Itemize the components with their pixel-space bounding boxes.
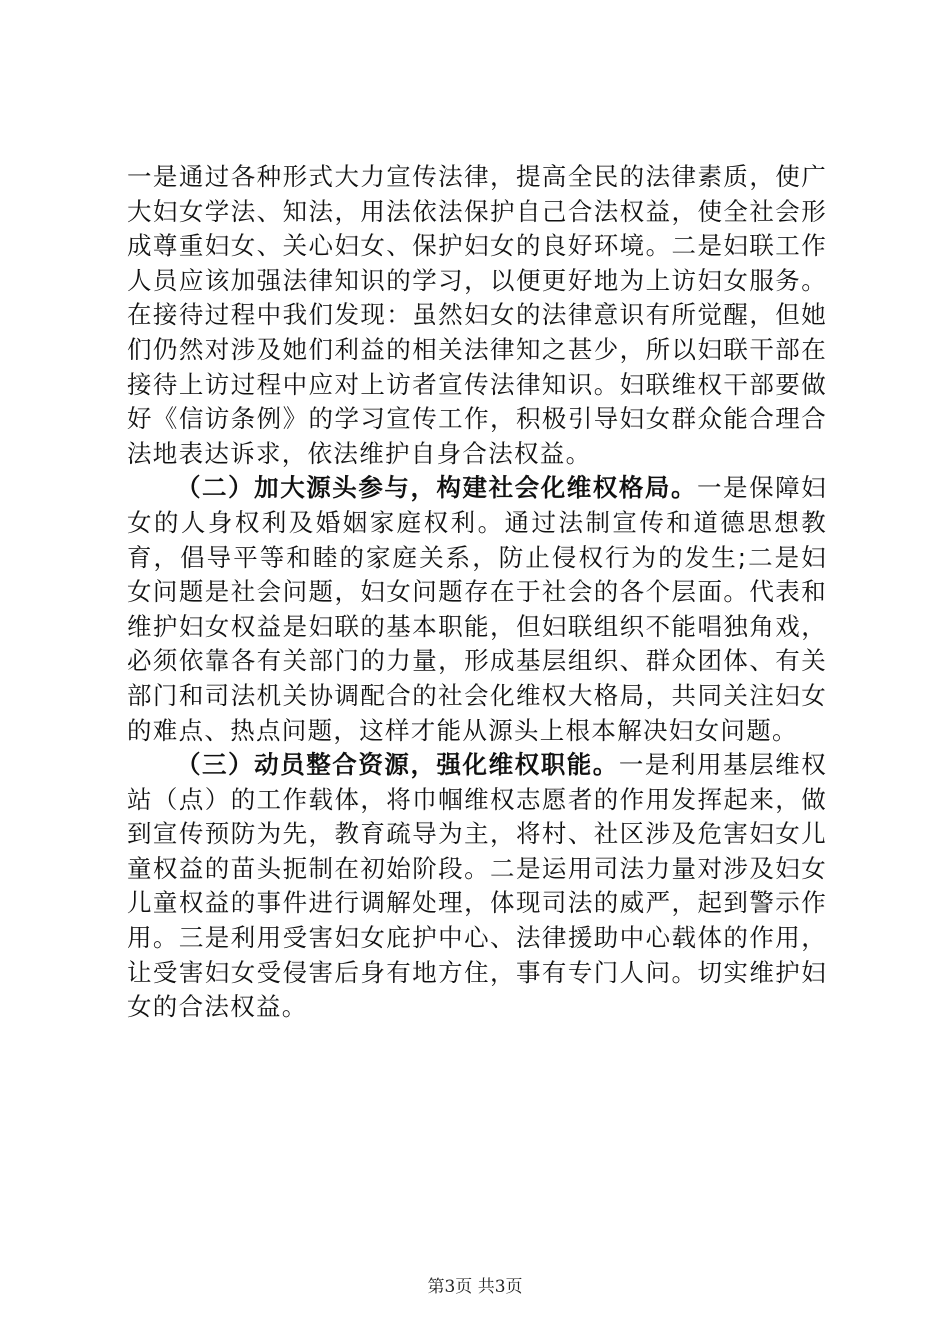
page-footer <box>0 1272 950 1297</box>
paragraph-1 <box>127 160 827 471</box>
paragraph-2-text: 一是保障妇女的人身权利及婚姻家庭权利。通过法制宣传和道德思想教育，倡导平等和睦的家庭关系，防止侵权行为的发生;二是妇女问题是社会问题，妇女问题存在于社会的各个层面。代表和维护妇女权益是妇联的基本职能，但妇联组织不能唱独角戏，必须依靠各有关部门的力量，形成基层组织、群众团体、有关部门和司法机关协调配合的社会化维权大格局，共同关注妇女的难点、热点问题，这样才能从源头上根本解决妇女问题。 <box>127 473 827 745</box>
paragraph-3-text: 一是利用基层维权站（点）的工作载体，将巾帼维权志愿者的作用发挥起来，做到宣传预防为先，教育疏导为主，将村、社区涉及危害妇女儿童权益的苗头扼制在初始阶段。二是运用司法力量对涉及妇女儿童权益的事件进行调解处理，体现司法的威严，起到警示作用。三是利用受害妇女庇护中心、法律援助中心载体的作用，让受害妇女受侵害后身有地方住，事有专门人问。切实维护妇女的合法权益。 <box>127 750 827 1022</box>
section-2-heading: （二）加大源头参与，构建社会化维权格局。 <box>176 473 697 503</box>
paragraph-2 <box>127 471 827 748</box>
paragraph-1-text: 一是通过各种形式大力宣传法律，提高全民的法律素质，使广大妇女学法、知法，用法依法保护自己合法权益，使全社会形成尊重妇女、关心妇女、保护妇女的良好环境。二是妇联工作人员应该加强法律知识的学习，以便更好地为上访妇女服务。在接待过程中我们发现：虽然妇女的法律意识有所觉醒，但她们仍然对涉及她们利益的相关法律知之甚少，所以妇联干部在接待上访过程中应对上访者宣传法律知识。妇联维权干部要做好《信访条例》的学习宣传工作，积极引导妇女群众能合理合法地表达诉求，依法维护自身合法权益。 <box>127 162 827 468</box>
document-body <box>127 160 827 1025</box>
section-3-heading: （三）动员整合资源，强化维权职能。 <box>176 750 619 780</box>
page-number-label: 第3页 共3页 <box>427 1277 523 1297</box>
paragraph-3 <box>127 748 827 1025</box>
